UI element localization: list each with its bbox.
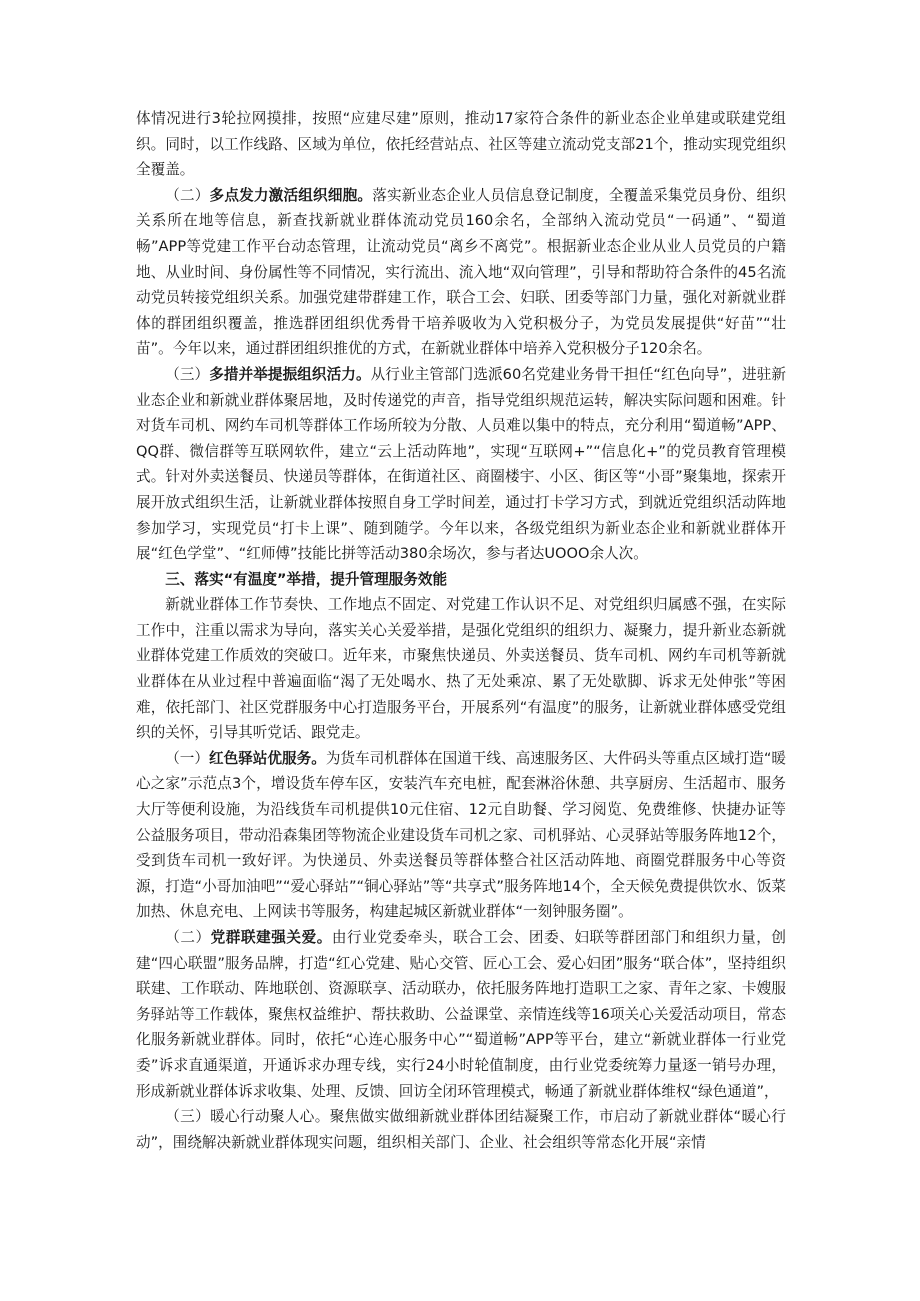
paragraph-service-intro: 新就业群体工作节奏快、工作地点不固定、对党建工作认识不足、对党组织归属感不强，在实际工作中，注重以需求为导向，落实关心关爱举措，是强化党组织的组织力、凝聚力，提升新业态新就业群体党建工作质效的突破口。近年来，市聚焦快递员、外卖送餐员、货车司机、网约车司机等新就业群体在从业过程中普遍面临“渴了无处喝水、热了无处乘凉、累了无处歇脚、诉求无处伸张”等困难，依托部门、社区党群服务中心打造服务平台，开展系列“有温度”的服务，让新就业群体感受党组织的关怀，引导其听党话、跟党走。 [136, 596, 786, 742]
section-label: （二） [165, 186, 210, 204]
section-text: 从行业主管部门选派60名党建业务骨干担任“红色向导”，进驻新业态企业和新就业群体聚居地，及时传递党的声音，指导党组织规范运转，解决实际问题和困难。针对货车司机、网约车司机等群体工作场所较为分散、人员难以集中的特点，充分利用“蜀道畅”APP、QQ群、微信群等互联网软件，建立“云上活动阵地”，实现“互联网+”“信息化+”的党员教育管理模式。针对外卖送餐员、快递员等群体，在街道社区、商圈楼宇、小区、街区等“小哥”聚集地，探索开展开放式组织生活，让新就业群体按照自身工学时间差，通过打卡学习方式，到就近党组织活动阵地参加学习，实现党员“打卡上课”、随到随学。今年以来，各级党组织为新业态企业和新就业群体开展“红色学堂”、“红师傅”技能比拼等活动380余场次，参与者达UOOO余人次。 [136, 365, 786, 563]
section-text: 聚焦做实做细新就业群体团结凝聚工作，市启动了新就业群体“暖心行动”，围绕解决新就业群体现实问题，组织相关部门、企业、社会组织等常态化开展“亲情 [136, 1108, 786, 1151]
section-title: 多措并举提振组织活力。 [209, 365, 371, 383]
paragraph-party-mass-care [136, 925, 786, 1104]
section-heading-three: 三、落实“有温度”举措，提升管理服务效能 [165, 570, 448, 588]
section-label: （一） [165, 749, 209, 767]
section-text: 为货车司机群体在国道干线、高速服务区、大件码头等重点区域打造“暖心之家”示范点3个，增设货车停车区，安装汽车充电桩，配套淋浴休憩、共享厨房、生活超市、服务大厅等便利设施，为沿线货车司机提供10元住宿、12元自助餐、学习阅览、免费维修、快捷办证等公益服务项目，带动沿森集团等物流企业建设货车司机之家、司机驿站、心灵驿站等服务阵地12个，受到货车司机一致好评。为快递员、外卖送餐员等群体整合社区活动阵地、商圈党群服务中心等资源，打造“小哥加油吧”“爱心驿站”“铜心驿站”等“共享式”服务阵地14个，全天候免费提供饮水、饭菜加热、休息充电、上网读书等服务，构建起城区新就业群体“一刻钟服务圈”。 [136, 749, 786, 921]
paragraph-warm-action [136, 1104, 786, 1155]
section-title: 红色驿站优服务。 [209, 749, 326, 767]
section-title: 多点发力激活组织细胞。 [209, 186, 373, 204]
section-label: （二） [165, 929, 211, 946]
section-label: （三） [165, 365, 210, 383]
document-page [136, 106, 786, 1155]
section-title: 暖心行动聚人心。 [210, 1108, 330, 1126]
section-label: （三） [165, 1108, 211, 1126]
section-text: 落实新业态企业人员信息登记制度，全覆盖采集党员身份、组织关系所在地等信息，新查找新就业群体流动党员160余名，全部纳入流动党员“一码通”、“蜀道畅”APP等党建工作平台动态管理，让流动党员“离乡不离党”。根据新业态企业从业人员党员的户籍地、从业时间、身份属性等不同情况，实行流出、流入地“双向管理”，引导和帮助符合条件的45名流动党员转接党组织关系。加强党建带群建工作，联合工会、妇联、团委等部门力量，强化对新就业群体的群团组织覆盖，推选群团组织优秀骨干培养吸收为入党积极分子，为党员发展提供“好苗”“壮苗”。今年以来，通过群团组织推优的方式，在新就业群体中培养入党积极分子120余名。 [136, 186, 786, 358]
paragraph-organization-cells [136, 183, 786, 362]
paragraph-red-station [136, 746, 786, 925]
paragraph-organization-vitality [136, 362, 786, 567]
section-text: 由行业党委牵头，联合工会、团委、妇联等群团部门和组织力量，创建“四心联盟”服务品牌，打造“红心党建、贴心交管、匠心工会、爱心妇团”服务“联合体”，坚持组织联建、工作联动、阵地联创、资源联享、活动联办，依托服务阵地打造职工之家、青年之家、卡嫂服务驿站等工作载体，聚焦权益维护、帮扶救助、公益课堂、亲情连线等16项关心关爱活动项目，常态化服务新就业群体。同时，依托“心连心服务中心”“蜀道畅”APP等平台，建立“新就业群体一行业党委”诉求直通渠道，开通诉求办理专线，实行24小时轮值制度，由行业党委统筹力量逐一销号办理，形成新就业群体诉求收集、处理、反馈、回访全闭环管理模式，畅通了新就业群体维权“绿色通道”， [136, 929, 786, 1100]
paragraph-continuation: 体情况进行3轮拉网摸排，按照“应建尽建”原则，推动17家符合条件的新业态企业单建或联建党组织。同时，以工作线路、区域为单位，依托经营站点、社区等建立流动党支部21个，推动实现党组织全覆盖。 [136, 110, 786, 179]
section-title: 党群联建强关爱。 [210, 929, 332, 946]
